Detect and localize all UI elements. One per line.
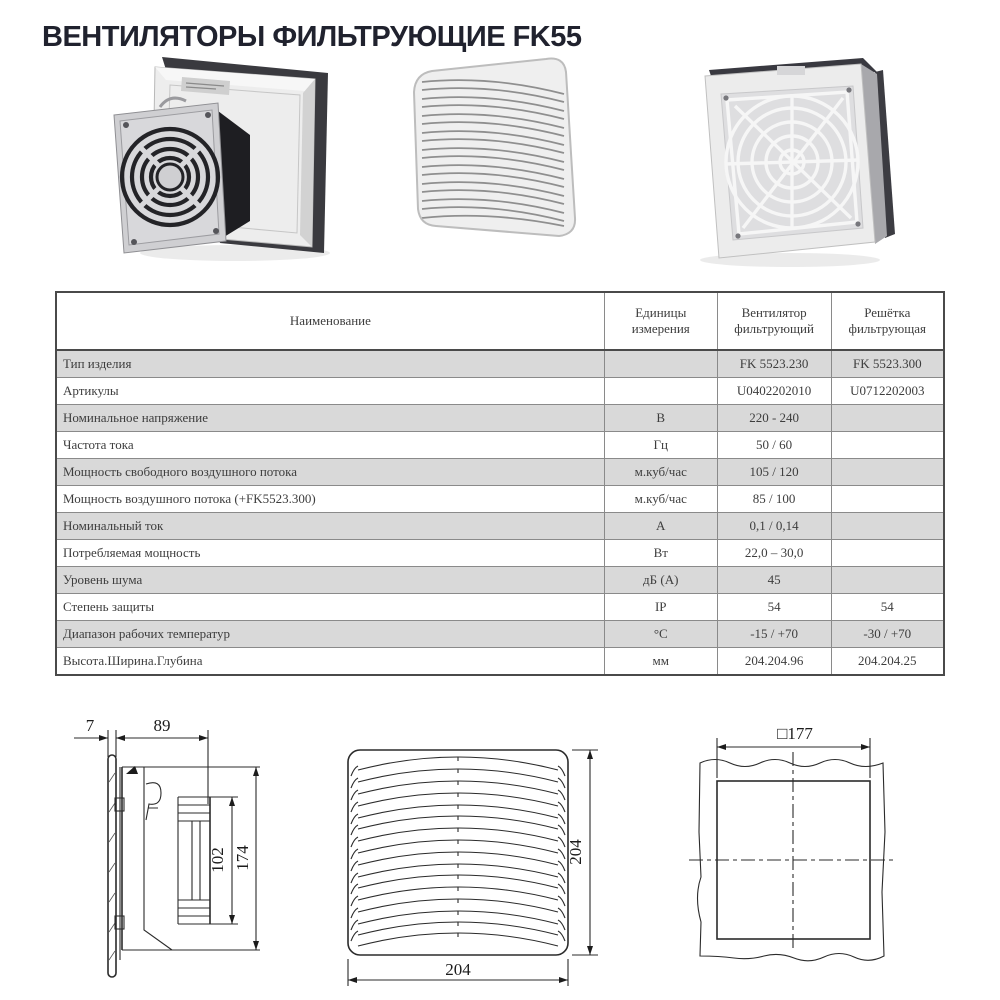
table-row bbox=[56, 459, 944, 486]
cell-fan: 54 bbox=[717, 594, 831, 621]
cell-grille: 54 bbox=[831, 594, 944, 621]
table-row bbox=[56, 378, 944, 405]
cell-fan: 22,0 – 30,0 bbox=[717, 540, 831, 567]
cell-unit: А bbox=[604, 513, 717, 540]
cell-name: Тип изделия bbox=[56, 350, 604, 378]
drawing-side-view bbox=[60, 712, 315, 1000]
col-header-name: Наименование bbox=[56, 292, 604, 350]
table-header-row bbox=[56, 292, 944, 350]
cell-unit bbox=[604, 350, 717, 378]
cell-grille: U0712202003 bbox=[831, 378, 944, 405]
photo-filter-grille-back bbox=[685, 48, 900, 273]
cell-fan: 204.204.96 bbox=[717, 648, 831, 676]
table-row bbox=[56, 405, 944, 432]
cell-unit: м.куб/час bbox=[604, 486, 717, 513]
cell-fan: 50 / 60 bbox=[717, 432, 831, 459]
drawing-front-view bbox=[332, 718, 614, 1000]
cell-unit: IP bbox=[604, 594, 717, 621]
cell-grille: FK 5523.300 bbox=[831, 350, 944, 378]
table-row bbox=[56, 648, 944, 676]
dim-front-width: 204 bbox=[445, 960, 471, 979]
cell-name: Артикулы bbox=[56, 378, 604, 405]
cell-fan: 0,1 / 0,14 bbox=[717, 513, 831, 540]
page-title: ВЕНТИЛЯТОРЫ ФИЛЬТРУЮЩИЕ FK55 bbox=[42, 21, 582, 54]
cell-fan: 220 - 240 bbox=[717, 405, 831, 432]
table-row bbox=[56, 594, 944, 621]
cell-name: Высота.Ширина.Глубина bbox=[56, 648, 604, 676]
cell-grille: 204.204.25 bbox=[831, 648, 944, 676]
col-header-fan: Вентилятор фильтрующий bbox=[717, 292, 831, 350]
cell-unit bbox=[604, 378, 717, 405]
cell-name: Степень защиты bbox=[56, 594, 604, 621]
cell-unit: В bbox=[604, 405, 717, 432]
dim-panel-thickness: 7 bbox=[85, 716, 95, 735]
cell-grille bbox=[831, 486, 944, 513]
front-view-slats bbox=[358, 757, 558, 946]
cell-grille bbox=[831, 513, 944, 540]
cell-fan: -15 / +70 bbox=[717, 621, 831, 648]
table-row bbox=[56, 621, 944, 648]
dim-height: 174 bbox=[233, 845, 252, 871]
cell-grille: -30 / +70 bbox=[831, 621, 944, 648]
cell-unit: мм bbox=[604, 648, 717, 676]
cell-fan: 105 / 120 bbox=[717, 459, 831, 486]
cell-unit: Гц bbox=[604, 432, 717, 459]
cell-name: Мощность воздушного потока (+FK5523.300) bbox=[56, 486, 604, 513]
cell-unit: дБ (А) bbox=[604, 567, 717, 594]
cell-unit: м.куб/час bbox=[604, 459, 717, 486]
cell-unit: °С bbox=[604, 621, 717, 648]
table-row bbox=[56, 513, 944, 540]
cell-name: Потребляемая мощность bbox=[56, 540, 604, 567]
cell-fan: 45 bbox=[717, 567, 831, 594]
table-row bbox=[56, 567, 944, 594]
cell-name: Частота тока bbox=[56, 432, 604, 459]
cell-unit: Вт bbox=[604, 540, 717, 567]
col-header-units: Единицы измерения bbox=[604, 292, 717, 350]
cell-grille bbox=[831, 459, 944, 486]
table-row bbox=[56, 540, 944, 567]
cell-name: Номинальное напряжение bbox=[56, 405, 604, 432]
dim-inner-height: 102 bbox=[208, 847, 227, 873]
cell-grille bbox=[831, 540, 944, 567]
cell-name: Диапазон рабочих температур bbox=[56, 621, 604, 648]
cell-name: Мощность свободного воздушного потока bbox=[56, 459, 604, 486]
photo-filter-fan-rear bbox=[100, 45, 340, 275]
table-row bbox=[56, 350, 944, 378]
cell-fan: 85 / 100 bbox=[717, 486, 831, 513]
cell-grille bbox=[831, 567, 944, 594]
cell-grille bbox=[831, 432, 944, 459]
col-header-grille: Решётка фильтрующая bbox=[831, 292, 944, 350]
dim-depth: 89 bbox=[153, 716, 171, 735]
cell-name: Уровень шума bbox=[56, 567, 604, 594]
cell-grille bbox=[831, 405, 944, 432]
dim-cutout-size: □177 bbox=[777, 724, 813, 743]
table-row bbox=[56, 486, 944, 513]
cell-fan: FK 5523.230 bbox=[717, 350, 831, 378]
drawing-mounting-cutout bbox=[655, 712, 940, 1000]
spec-table bbox=[55, 291, 945, 676]
cell-fan: U0402202010 bbox=[717, 378, 831, 405]
dim-front-height: 204 bbox=[566, 839, 585, 865]
photo-louver-grille-front bbox=[398, 52, 613, 257]
table-row bbox=[56, 432, 944, 459]
cell-name: Номинальный ток bbox=[56, 513, 604, 540]
